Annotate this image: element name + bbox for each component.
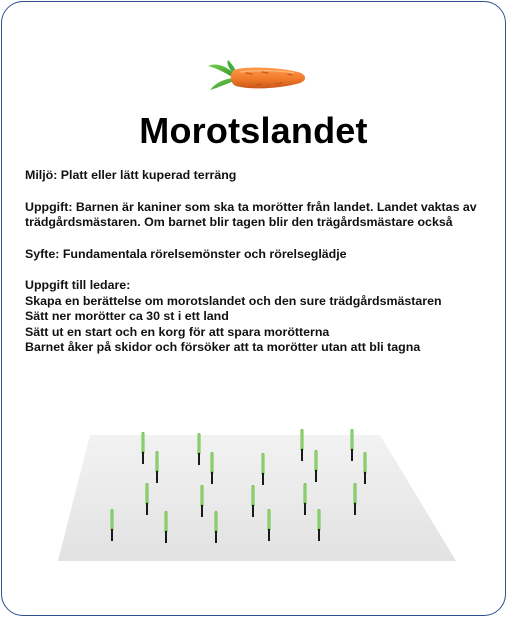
carrot-icon	[206, 60, 308, 96]
purpose-text: Syfte: Fundamentala rörelsemönster och rörelseglädje	[25, 246, 347, 261]
field-ground	[58, 435, 456, 561]
instruction-text	[25, 168, 495, 372]
task-text	[25, 200, 495, 231]
task-text-line-1: Uppgift: Barnen är kaniner som ska ta morötter från landet. Landet vaktas av	[25, 199, 477, 214]
instruction-card	[1, 1, 506, 616]
leader-task-heading: Uppgift till ledare:	[25, 278, 131, 292]
leader-task-item: Sätt ner morötter ca 30 st i ett land	[25, 309, 229, 323]
task-text-line-2: trädgårdsmästaren. Om barnet blir tagen blir den trägårdsmästare också	[25, 215, 453, 229]
page-title: Morotslandet	[139, 110, 368, 151]
environment-text: Miljö: Platt eller lätt kuperad terräng	[25, 168, 237, 182]
leader-task-item: Barnet åker på skidor och försöker att ta morötter utan att bli tagna	[25, 340, 421, 354]
leader-task-item: Skapa en berättelse om morotslandet och den sure trädgårdsmästaren	[25, 293, 442, 308]
leader-task-item: Sätt ut en start och en korg för att spara morötterna	[25, 324, 330, 339]
leader-task-block	[25, 278, 495, 356]
carrot-field-illustration	[56, 427, 458, 563]
